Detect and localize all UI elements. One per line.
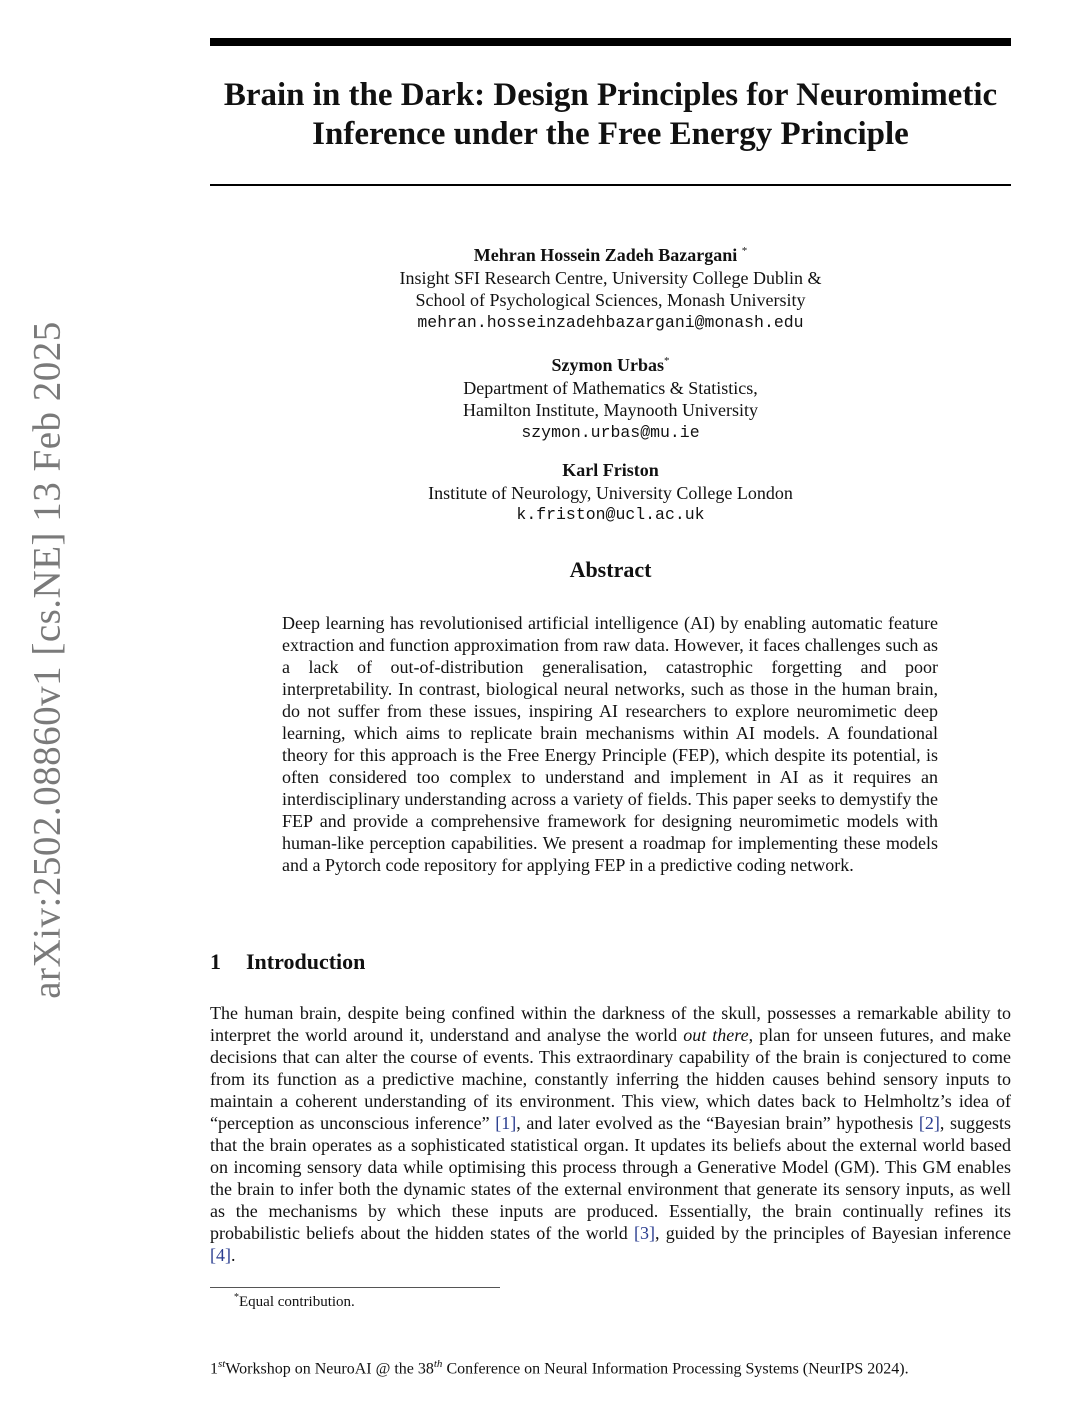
venue-text: Workshop on NeuroAI @ the 38: [225, 1360, 434, 1378]
arxiv-identifier-text: arXiv:2502.08860v1 [cs.NE] 13 Feb 2025: [25, 321, 69, 999]
author-affiliation: Hamilton Institute, Maynooth University: [463, 400, 758, 420]
author-block-1: [210, 240, 1011, 334]
abstract-heading: Abstract: [569, 557, 652, 582]
footnote-divider: [210, 1287, 500, 1288]
author-name: Szymon Urbas: [551, 355, 664, 375]
venue-text: Conference on Neural Information Processing Systems (NeurIPS 2024).: [442, 1360, 909, 1378]
footnote-text: Equal contribution.: [239, 1294, 355, 1310]
venue-superscript: st: [218, 1358, 226, 1370]
intro-text: , suggests that the brain operates as a sophisticated statistical organ. It updates its beliefs about the external world based on incoming sensory data while optimising this process through a Generative Model (GM). This GM enables the brain to infer both the dynamic states of the external environment that generate its sensory inputs, as well as the mechanisms by which these inputs are produced. Essentially, the brain continually refines its probabilistic beliefs about the hidden states of the world: [210, 1113, 1011, 1243]
citation-link-4[interactable]: [4]: [210, 1245, 231, 1265]
author-mark: *: [741, 245, 748, 257]
introduction-paragraph: [210, 1002, 1011, 1266]
arxiv-identifier-stamp: [5, 310, 89, 1010]
citation-link-3[interactable]: [3]: [633, 1223, 655, 1243]
author-affiliation: Insight SFI Research Centre, University College Dublin &: [399, 267, 822, 288]
venue-footer: [210, 1358, 1011, 1378]
footnote-mark: *: [234, 1292, 239, 1303]
section-number: 1: [210, 949, 221, 974]
author-name: Karl Friston: [562, 460, 659, 480]
author-block-2: [210, 350, 1011, 444]
intro-text: , plan for unseen futures, and make decisions that can alter the course of events. This extraordinary capability of the brain is conjectured to come from its function as a predictive machine, constantly inferring the hidden causes behind sensory inputs to maintain a coherent understanding of its environment. This view, which dates back to Helmholtz’s idea of “perception as unconscious inference”: [210, 1025, 1011, 1133]
author-email[interactable]: mehran.hosseinzadehbazargani@monash.edu: [417, 312, 804, 332]
intro-text: , and later evolved as the “Bayesian brain” hypothesis: [516, 1113, 919, 1133]
intro-emphasis: out there: [683, 1025, 749, 1045]
footnote: [234, 1292, 355, 1311]
author-affiliation: School of Psychological Sciences, Monash University: [415, 290, 806, 310]
venue-superscript: th: [433, 1358, 443, 1370]
author-affiliation: Institute of Neurology, University College London: [428, 482, 793, 503]
author-block-3: [210, 459, 1011, 527]
author-mark: *: [664, 355, 670, 367]
author-email[interactable]: k.friston@ucl.ac.uk: [516, 505, 705, 524]
title-bottom-rule: [210, 184, 1011, 186]
section-title: Introduction: [246, 949, 366, 974]
venue-text: 1: [210, 1360, 218, 1378]
title-top-rule: [210, 38, 1011, 46]
intro-text: .: [231, 1245, 236, 1265]
citation-link-2[interactable]: [2]: [918, 1113, 940, 1133]
citation-link-1[interactable]: [1]: [495, 1113, 517, 1133]
section-heading-introduction: [210, 949, 365, 975]
intro-text: The human brain, despite being confined within the darkness of the skull, possesses a remarkable ability to interpret the world around it, understand and analyse the world: [210, 1003, 1011, 1045]
intro-text: , guided by the principles of Bayesian inference: [654, 1223, 1011, 1243]
paper-title: Brain in the Dark: Design Principles for Neuromimetic Inference under the Free Energy Principle: [223, 77, 998, 152]
author-email[interactable]: szymon.urbas@mu.ie: [521, 422, 700, 442]
abstract-text: Deep learning has revolutionised artificial intelligence (AI) by enabling automatic feature extraction and function approximation from raw data. However, it faces challenges such as a lack of out-of-distribution generalisation, catastrophic forgetting and poor interpretability. In contrast, biological neural networks, such as those in the human brain, do not suffer from these issues, inspiring AI researchers to explore neuromimetic deep learning, which aims to replicate brain mechanisms within AI models. A foundational theory for this approach is the Free Energy Principle (FEP), which despite its potential, is often considered too complex to understand and implement in AI as it requires an interdisciplinary understanding across a variety of fields. This paper seeks to demystify the FEP and provide a comprehensive framework for designing neuromimetic models with human-like perception capabilities. We present a roadmap for implementing these models and a Pytorch code repository for applying FEP in a predictive coding network.: [282, 613, 938, 875]
author-name: Mehran Hossein Zadeh Bazargani: [473, 245, 738, 265]
author-affiliation: Department of Mathematics & Statistics,: [463, 377, 758, 398]
